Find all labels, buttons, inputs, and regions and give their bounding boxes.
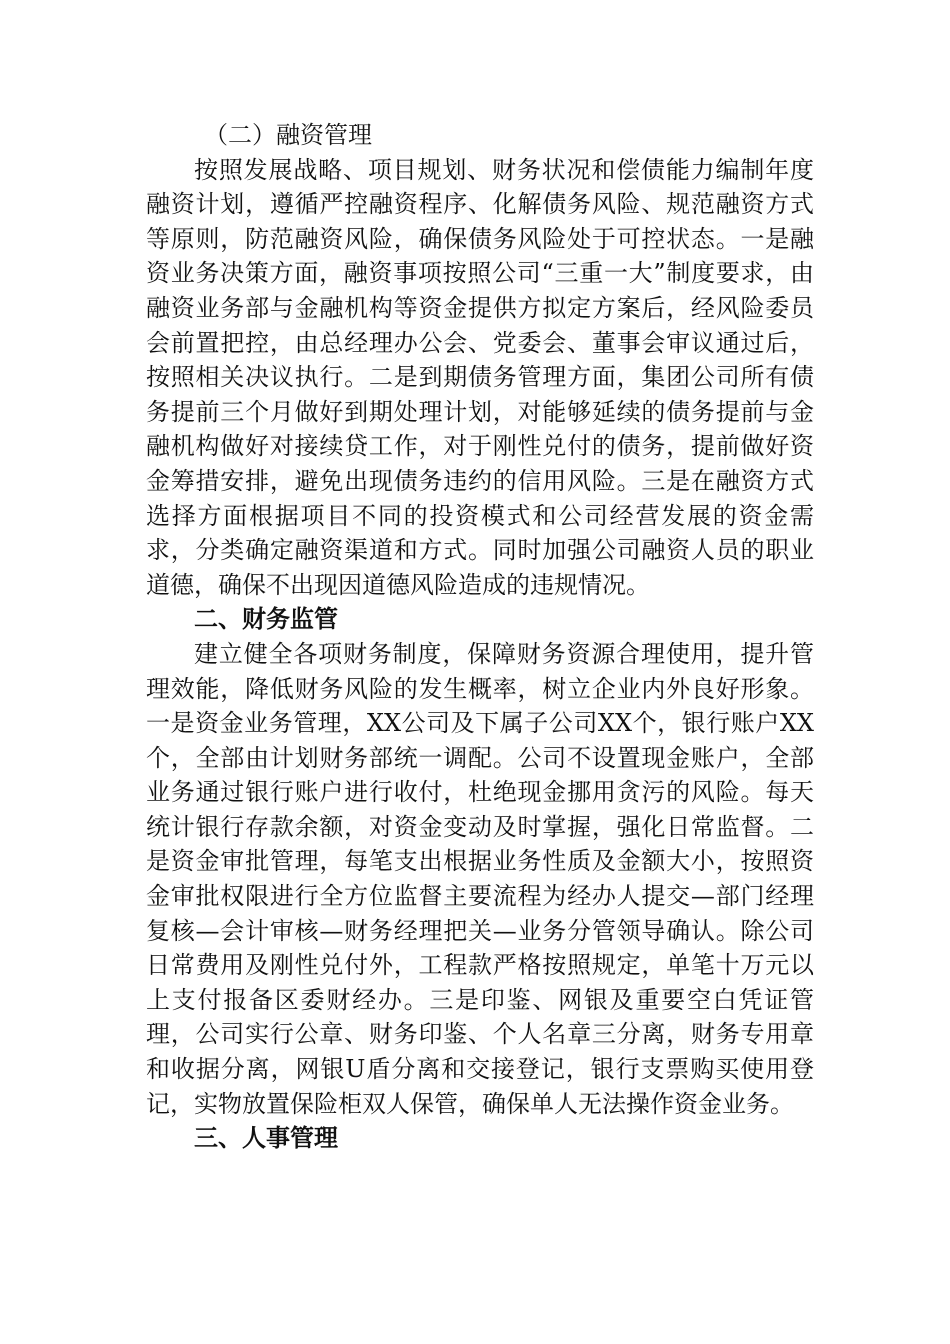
financial-supervision-heading: 二、财务监管 — [194, 604, 338, 634]
financial-supervision-paragraph: 建立健全各项财务制度，保障财务资源合理使用，提升管理效能，降低财务风险的发生概率，树立企业内外良好形象。一是资金业务管理，XX公司及下属子公司XX个，银行账户XX个，全部由计划财务部统一调配。公司不设置现金账户，全部业务通过银行账户进行收付，杜绝现金挪用贪污的风险。每天统计银行存款余额，对资金变动及时掌握，强化日常监督。二是资金审批管理，每笔支出根据业务性质及金额大小，按照资金审批权限进行全方位监督主要流程为经办人提交—部门经理复核—会计审核—财务经理把关—业务分管领导确认。除公司日常费用及刚性兑付外，工程款严格按照规定，单笔十万元以上支付报备区委财经办。三是印鉴、网银及重要空白凭证管理，公司实行公章、财务印鉴、个人名章三分离，财务专用章和收据分离，网银U盾分离和交接登记，银行支票购买使用登记，实物放置保险柜双人保管，确保单人无法操作资金业务。 — [146, 639, 814, 1118]
financing-management-paragraph: 按照发展战略、项目规划、财务状况和偿债能力编制年度融资计划，遵循严控融资程序、化解债务风险、规范融资方式等原则，防范融资风险，确保债务风险处于可控状态。一是融资业务决策方面，融资事项按照公司“三重一大”制度要求，由融资业务部与金融机构等资金提供方拟定方案后，经风险委员会前置把控，由总经理办公会、党委会、董事会审议通过后，按照相关决议执行。二是到期债务管理方面，集团公司所有债务提前三个月做好到期处理计划，对能够延续的债务提前与金融机构做好对接续贷工作，对于刚性兑付的债务，提前做好资金筹措安排，避免出现债务违约的信用风险。三是在融资方式选择方面根据项目不同的投资模式和公司经营发展的资金需求，分类确定融资渠道和方式。同时加强公司融资人员的职业道德，确保不出现因道德风险造成的违规情况。 — [146, 155, 814, 599]
personnel-management-heading: 三、人事管理 — [194, 1123, 338, 1153]
document-body — [146, 118, 814, 1156]
financing-management-subheading: （二）融资管理 — [204, 121, 372, 149]
